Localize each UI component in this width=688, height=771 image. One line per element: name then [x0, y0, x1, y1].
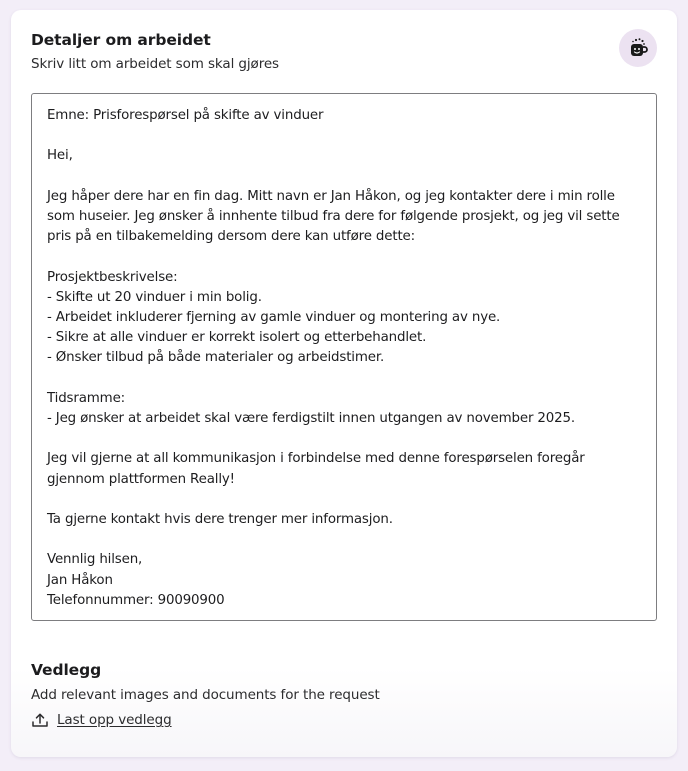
message-line [47, 369, 641, 389]
upload-attachment-link[interactable] [31, 712, 172, 728]
details-subtitle: Skriv litt om arbeidet som skal gjøres [31, 56, 279, 72]
message-line: - Ønsker tilbud på både materialer og arbeidstimer. [47, 350, 385, 366]
attachments-subtitle: Add relevant images and documents for the request [31, 687, 380, 703]
message-line: Jan Håkon [47, 572, 113, 588]
upload-attachment-label[interactable]: Last opp vedlegg [57, 712, 172, 728]
message-line: som huseier. Jeg ønsker å innhente tilbud fra dere for følgende prosjekt, og jeg vil sette [47, 208, 620, 224]
upload-icon [31, 712, 49, 728]
message-line: Hei, [47, 148, 73, 164]
message-line [47, 167, 641, 187]
message-line [47, 490, 641, 510]
message-line: - Jeg ønsker at arbeidet skal være ferdigstilt innen utgangen av november 2025. [47, 410, 576, 426]
avatar[interactable] [619, 29, 657, 67]
message-line: Vennlig hilsen, [47, 552, 143, 568]
message-line: - Skifte ut 20 vinduer i min bolig. [47, 289, 262, 305]
message-line: Tidsramme: [47, 390, 126, 406]
message-line [47, 530, 641, 550]
message-line: pris på en tilbakemelding dersom dere kan utføre dette: [47, 229, 415, 245]
work-description-textarea[interactable] [31, 93, 657, 621]
message-line: Jeg vil gjerne at all kommunikasjon i forbindelse med denne forespørselen foregår [47, 451, 585, 467]
message-line: Ta gjerne kontakt hvis dere trenger mer informasjon. [47, 511, 393, 527]
message-line: Emne: Prisforespørsel på skifte av vinduer [47, 108, 324, 123]
message-line: - Sikre at alle vinduer er korrekt isolert og etterbehandlet. [47, 330, 427, 346]
details-title: Detaljer om arbeidet [31, 31, 211, 49]
attachments-title: Vedlegg [31, 661, 102, 679]
message-line: Telefonnummer: 90090900 [47, 592, 225, 608]
message-line: - Arbeidet inkluderer fjerning av gamle vinduer og montering av nye. [47, 309, 501, 325]
work-details-card [11, 10, 677, 757]
message-line: Prosjektbeskrivelse: [47, 269, 178, 285]
message-line: gjennom plattformen Really! [47, 471, 235, 487]
message-line [47, 429, 641, 449]
message-line [47, 247, 641, 267]
message-line: Jeg håper dere har en fin dag. Mitt navn er Jan Håkon, og jeg kontakter dere i min rolle [47, 188, 615, 204]
message-line [47, 126, 641, 146]
mug-face-icon [627, 37, 649, 59]
